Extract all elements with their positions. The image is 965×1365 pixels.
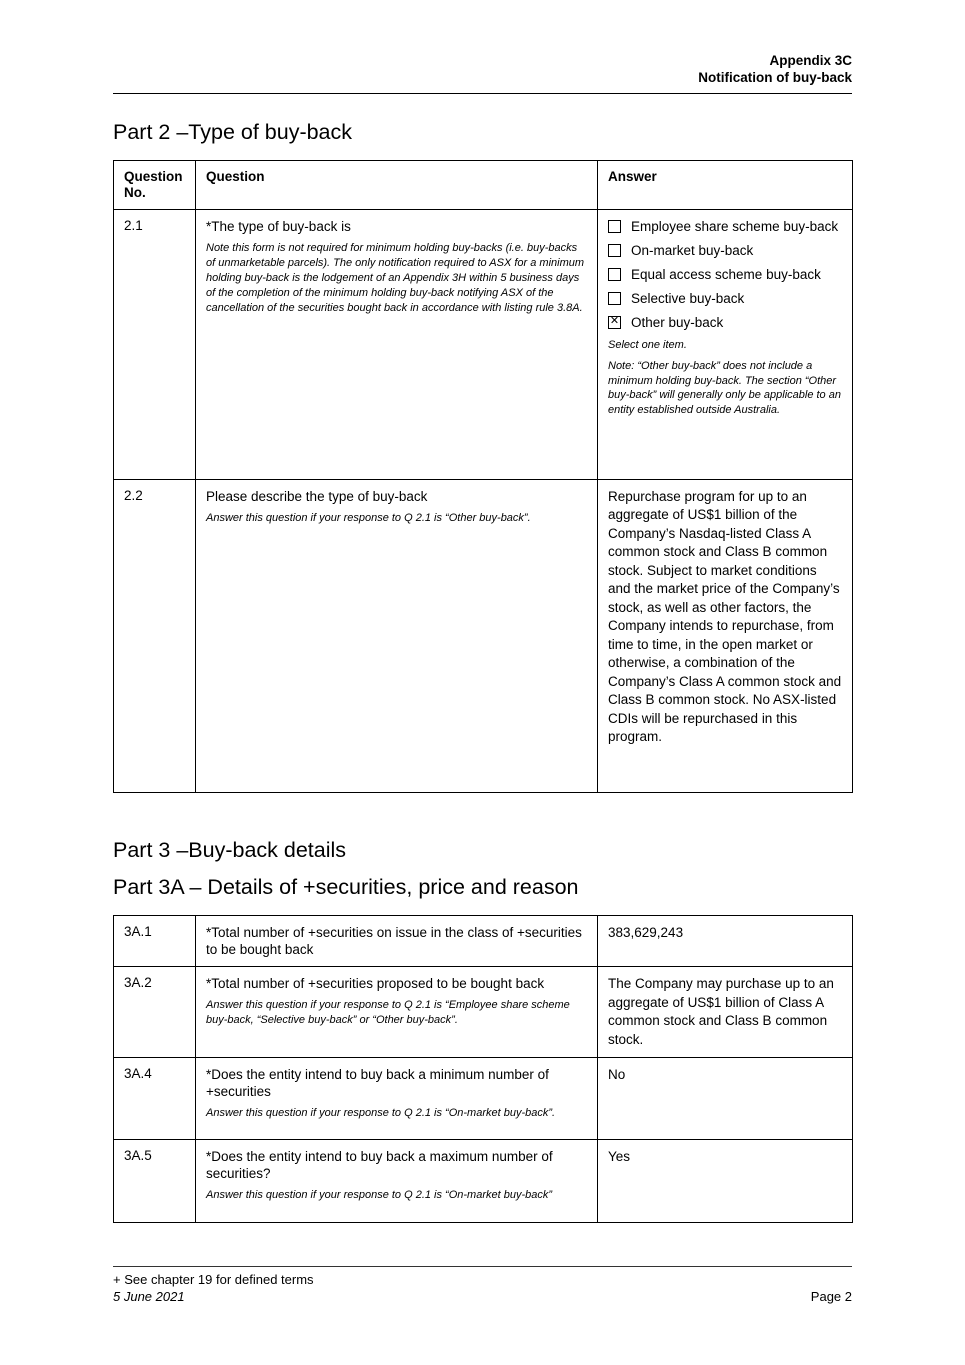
defined-terms-note: + See chapter 19 for defined terms xyxy=(113,1272,314,1287)
question-number: 3A.2 xyxy=(114,967,196,1058)
answer-column-header: Answer xyxy=(598,160,853,209)
question-column-header: Question xyxy=(196,160,598,209)
footer-left xyxy=(113,1271,314,1305)
option-other xyxy=(608,314,842,331)
question-text: *The type of buy-back is xyxy=(206,218,351,234)
select-one-note: Select one item. xyxy=(608,338,687,351)
checkbox-on-market-icon xyxy=(608,244,621,257)
option-label: Employee share scheme buy-back xyxy=(631,218,839,234)
part2-table xyxy=(113,160,853,793)
answer-cell xyxy=(598,1140,853,1223)
answer-cell xyxy=(598,209,853,479)
question-note: Answer this question if your response to Q 2.1 is “Employee share scheme buy-back, “Selective buy-back” or “Other buy-back”. xyxy=(206,999,570,1027)
option-employee-share-scheme xyxy=(608,218,842,235)
checkbox-employee-share-scheme-icon xyxy=(608,220,621,233)
document-subtitle: Notification of buy-back xyxy=(698,70,852,85)
table-row-2-1 xyxy=(114,209,853,479)
appendix-title: Appendix 3C xyxy=(769,53,852,68)
footer-row xyxy=(113,1271,852,1305)
answer-text: Yes xyxy=(608,1149,631,1165)
question-number: 3A.1 xyxy=(114,916,196,967)
footer-divider xyxy=(113,1266,852,1267)
question-cell xyxy=(196,916,598,967)
option-label: Equal access scheme buy-back xyxy=(631,266,821,282)
question-text: Please describe the type of buy-back xyxy=(206,488,428,504)
option-equal-access xyxy=(608,266,842,283)
page-number: Page 2 xyxy=(810,1289,852,1304)
option-selective xyxy=(608,290,842,307)
question-number: 3A.5 xyxy=(114,1140,196,1223)
option-label: Other buy-back xyxy=(631,314,724,330)
option-label: Selective buy-back xyxy=(631,290,745,306)
header-divider xyxy=(113,93,852,94)
table-row-3a-4 xyxy=(114,1058,853,1140)
checkbox-other-icon xyxy=(608,316,621,329)
question-cell xyxy=(196,209,598,479)
question-note: Answer this question if your response to Q 2.1 is “Other buy-back”. xyxy=(206,511,531,524)
part2-heading: Part 2 –Type of buy-back xyxy=(113,120,353,144)
other-buyback-note: Note: “Other buy-back” does not include a minimum holding buy-back. The section “Other buy-back” will generally only be applicable to an entity established outside Australia. xyxy=(608,360,841,416)
question-note: Answer this question if your response to Q 2.1 is “On-market buy-back”. xyxy=(206,1107,556,1120)
table-row-2-2 xyxy=(114,479,853,792)
answer-cell xyxy=(598,1058,853,1140)
table-row-3a-1 xyxy=(114,916,853,967)
question-no-column-header: Question No. xyxy=(114,160,196,209)
question-text: *Total number of +securities proposed to be bought back xyxy=(206,976,545,992)
question-text: *Total number of +securities on issue in the class of +securities to be bought back xyxy=(206,925,582,958)
part3a-table xyxy=(113,915,853,1223)
question-number: 2.1 xyxy=(114,209,196,479)
question-cell xyxy=(196,967,598,1058)
option-label: On-market buy-back xyxy=(631,242,754,258)
question-cell xyxy=(196,1140,598,1223)
checkbox-equal-access-icon xyxy=(608,268,621,281)
question-cell xyxy=(196,1058,598,1140)
question-cell xyxy=(196,479,598,792)
table-row-3a-5 xyxy=(114,1140,853,1223)
question-text: *Does the entity intend to buy back a minimum number of +securities xyxy=(206,1067,549,1100)
answer-cell xyxy=(598,916,853,967)
page-footer xyxy=(113,1266,852,1305)
question-note: Answer this question if your response to Q 2.1 is “On-market buy-back” xyxy=(206,1189,553,1202)
part3-heading: Part 3 –Buy-back details xyxy=(113,837,347,862)
question-text: *Does the entity intend to buy back a maximum number of securities? xyxy=(206,1149,553,1182)
answer-text: Repurchase program for up to an aggregate of US$1 billion of the Company’s Nasdaq-listed Class A common stock and Class B common stock. Subject to market conditions and the market price of the Company’s stock, as well as other factors, the Company intends to repurchase, from time to time, in the open market or otherwise, a combination of the Company’s Class A common stock and Class B common stock. No ASX-listed CDIs will be repurchased in this program. xyxy=(608,488,842,745)
answer-text: 383,629,243 xyxy=(608,925,684,941)
footer-date: 5 June 2021 xyxy=(113,1289,185,1304)
answer-text: No xyxy=(608,1067,626,1083)
option-on-market xyxy=(608,242,842,259)
answer-text: The Company may purchase up to an aggregate of US$1 billion of Class A common stock and Class B common stock. xyxy=(608,976,834,1047)
table-header-row xyxy=(114,160,853,209)
part3a-heading: Part 3A – Details of +securities, price and reason xyxy=(113,875,579,900)
question-note: Note this form is not required for minimum holding buy-backs (i.e. buy-backs of unmarketable parcels). The only notification required to ASX for a minimum holding buy-back is the lodgement of an Appendix 3H within 5 business days of the completion of the minimum holding buy-back notifying ASX of the cancellation of the securities bought back in accordance with listing rule 3.8A. xyxy=(206,241,585,314)
question-number: 3A.4 xyxy=(114,1058,196,1140)
answer-cell xyxy=(598,967,853,1058)
checkbox-selective-icon xyxy=(608,292,621,305)
document-header xyxy=(113,52,852,86)
answer-cell xyxy=(598,479,853,792)
table-row-3a-2 xyxy=(114,967,853,1058)
question-number: 2.2 xyxy=(114,479,196,792)
